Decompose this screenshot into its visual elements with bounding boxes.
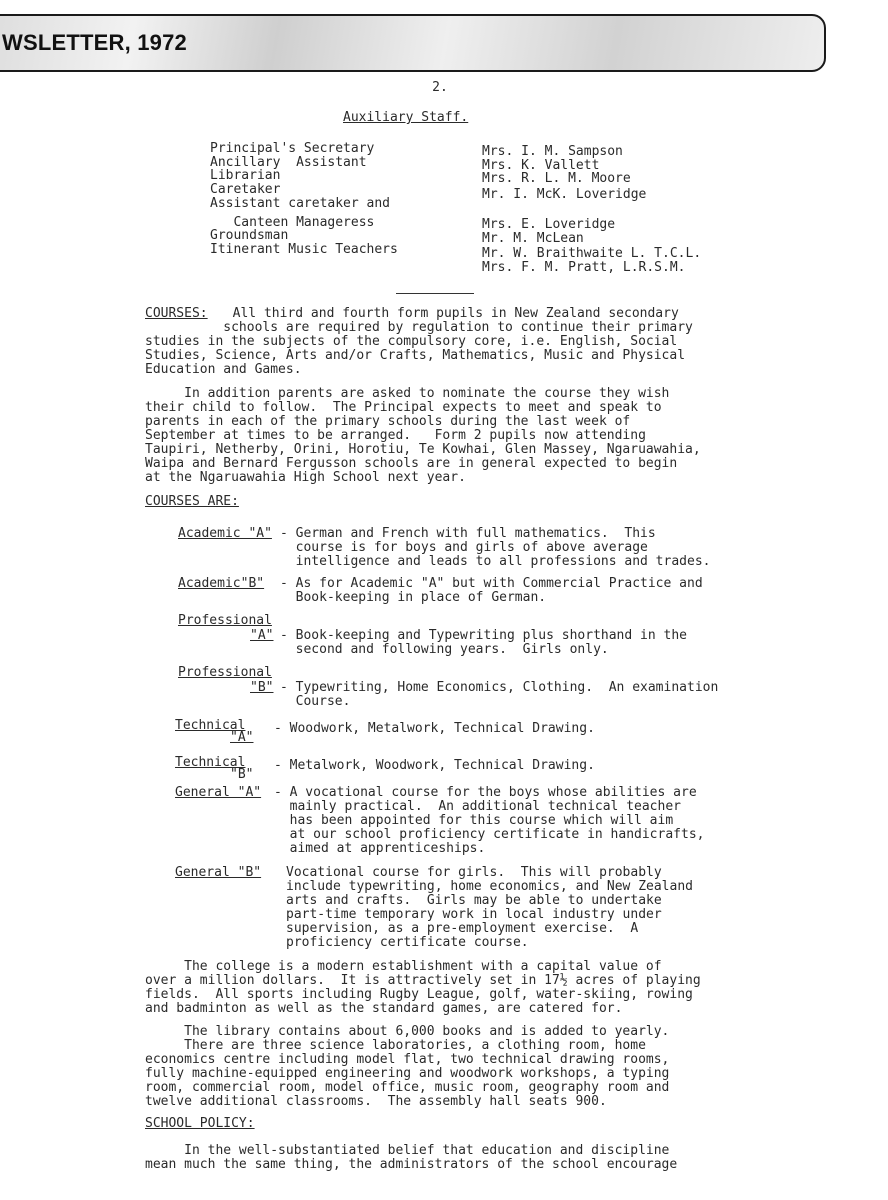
staff-role: Groundsman [210,228,289,243]
course-desc-line: - Typewriting, Home Economics, Clothing. An examination [280,680,719,695]
college-line: and badminton as well as the standard games, are catered for. [145,1001,623,1016]
staff-role: Canteen Manageress [210,215,375,230]
staff-name: Mrs. R. L. M. Moore [482,171,631,186]
school-policy-label: SCHOOL POLICY: [145,1116,255,1131]
course-desc-line: aimed at apprenticeships. [274,841,486,856]
banner-title: WSLETTER, 1972 [2,30,187,55]
course-name: Professional [178,665,272,680]
course-desc-line: has been appointed for this course which will aim [274,813,674,828]
college-line: over a million dollars. It is attractively set in 17½ acres of playing [145,973,701,988]
staff-name: Mr. M. McLean [482,231,584,246]
course-desc-line: at our school proficiency certificate in handicrafts, [274,827,705,842]
school-policy-line: mean much the same thing, the administrators of the school encourage [145,1157,678,1172]
course-desc-line: proficiency certificate course. [286,935,529,950]
library-line: economics centre including model flat, two technical drawing rooms, [145,1052,670,1067]
course-desc-line: arts and crafts. Girls may be able to undertake [286,893,662,908]
courses-intro-line: Education and Games. [145,362,302,377]
course-desc-line: - Book-keeping and Typewriting plus shorthand in the [280,628,687,643]
staff-role: Ancillary Assistant [210,155,367,170]
courses-intro-line: All third and fourth form pupils in New Zealand secondary [217,306,679,321]
staff-name: Mr. W. Braithwaite L. T.C.L. [482,246,702,261]
course-desc-line: - A vocational course for the boys whose abilities are [274,785,697,800]
course-desc-line: mainly practical. An additional technical teacher [274,799,681,814]
course-name: General "A" [175,785,262,800]
school-policy-line: In the well-substantiated belief that education and discipline [145,1143,670,1158]
college-line: fields. All sports including Rugby League, golf, water-skiing, rowing [145,987,693,1002]
nominate-line: In addition parents are asked to nominate the course they wish [145,386,670,401]
course-name: Academic"B" [178,576,265,591]
course-name: Academic "A" [178,526,272,541]
course-name: Technical [175,718,246,733]
courses-label: COURSES: [145,306,208,321]
course-desc-line: intelligence and leads to all professions and trades. [280,554,711,569]
staff-role: Caretaker [210,182,281,197]
course-sub: "B" [230,767,254,782]
course-desc-line: - Woodwork, Metalwork, Technical Drawing. [274,721,595,736]
course-sub: "A" [230,730,254,745]
section-divider [396,293,474,294]
nominate-line: Taupiri, Netherby, Orini, Horotiu, Te Kowhai, Glen Massey, Ngaruawahia, [145,442,701,457]
course-name: Professional [178,613,272,628]
library-line: There are three science laboratories, a clothing room, home [145,1038,646,1053]
courses-intro-line: studies in the subjects of the compulsory core, i.e. English, Social [145,334,678,349]
course-desc-line: supervision, as a pre-employment exercise. A [286,921,639,936]
course-sub: "B" [250,680,274,695]
course-desc-line: - German and French with full mathematics. This [280,526,656,541]
courses-intro-line: schools are required by regulation to continue their primary [145,320,693,335]
course-desc-line: part-time temporary work in local industry under [286,907,662,922]
nominate-line: parents in each of the primary schools during the last week of [145,414,631,429]
courses-intro-line: Studies, Science, Arts and/or Crafts, Mathematics, Music and Physical [145,348,686,363]
staff-name: Mrs. K. Vallett [482,158,600,173]
course-sub: "A" [250,628,274,643]
staff-name: Mr. I. McK. Loveridge [482,187,647,202]
nominate-line: Waipa and Bernard Fergusson schools are in general expected to begin [145,456,678,471]
course-desc-line: second and following years. Girls only. [280,642,609,657]
course-desc-line: Course. [280,694,351,709]
college-line: The college is a modern establishment with a capital value of [145,959,662,974]
course-desc-line: Book-keeping in place of German. [280,590,547,605]
course-desc-line: include typewriting, home economics, and New Zealand [286,879,693,894]
library-line: fully machine-equipped engineering and woodwork workshops, a typing [145,1066,670,1081]
course-desc-line: Vocational course for girls. This will probably [286,865,662,880]
staff-role: Principal's Secretary [210,141,375,156]
staff-role: Assistant caretaker and [210,196,391,211]
staff-role: Librarian [210,168,281,183]
nominate-line: at the Ngaruawahia High School next year. [145,470,466,485]
courses-are-label: COURSES ARE: [145,494,239,509]
page-number: 2. [432,80,448,95]
course-desc-line: course is for boys and girls of above average [280,540,648,555]
library-line: room, commercial room, model office, music room, geography room and [145,1080,670,1095]
nominate-line: September at times to be arranged. Form 2 pupils now attending [145,428,646,443]
staff-name: Mrs. E. Loveridge [482,217,616,232]
nominate-line: their child to follow. The Principal expects to meet and speak to [145,400,662,415]
staff-role: Itinerant Music Teachers [210,242,398,257]
staff-heading: Auxiliary Staff. [343,110,469,125]
library-line: The library contains about 6,000 books and is added to yearly. [145,1024,670,1039]
course-desc-line: - Metalwork, Woodwork, Technical Drawing. [274,758,595,773]
course-desc-line: - As for Academic "A" but with Commercial Practice and [280,576,703,591]
course-name: Technical [175,755,246,770]
staff-name: Mrs. I. M. Sampson [482,144,623,159]
course-name: General "B" [175,865,262,880]
staff-name: Mrs. F. M. Pratt, L.R.S.M. [482,260,686,275]
library-line: twelve additional classrooms. The assembly hall seats 900. [145,1094,607,1109]
